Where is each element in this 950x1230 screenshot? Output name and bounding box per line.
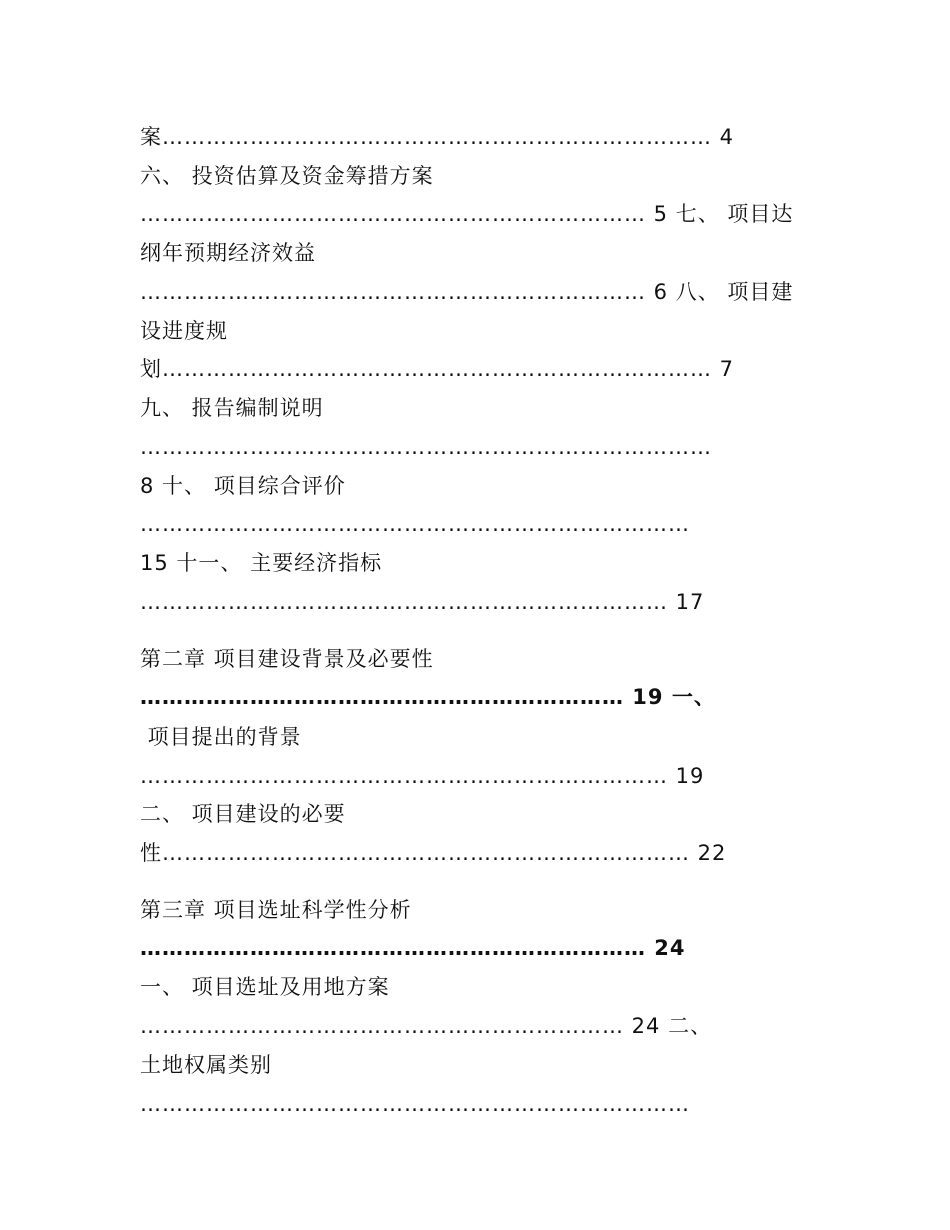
toc-line: 六、 投资估算及资金筹措方案 bbox=[140, 164, 434, 188]
toc-line: ……………………………………………………………… 19 bbox=[140, 764, 705, 788]
toc-line: 九、 报告编制说明 bbox=[140, 396, 324, 420]
toc-line: 一、 项目选址及用地方案 bbox=[140, 975, 390, 999]
toc-line: 二、 项目建设的必要 bbox=[140, 802, 346, 826]
toc-line: …………………………………………………………… 5 七、 项目达 bbox=[140, 202, 794, 226]
toc-line: 设进度规 bbox=[140, 319, 228, 343]
toc-line: ………………………………………………………………… bbox=[140, 1092, 690, 1116]
toc-line: ………………………………………………………… 19 一、 bbox=[140, 685, 716, 709]
toc-line: …………………………………………………………… 24 bbox=[140, 936, 686, 960]
toc-line: 纲年预期经济效益 bbox=[140, 241, 316, 265]
toc-line: 8 十、 项目综合评价 bbox=[140, 474, 346, 498]
toc-line: 划………………………………………………………………… 7 bbox=[140, 357, 735, 381]
toc-line: 案………………………………………………………………… 4 bbox=[140, 125, 735, 149]
toc-line: 性……………………………………………………………… 22 bbox=[140, 841, 727, 865]
toc-line: …………………………………………………………………… bbox=[140, 435, 712, 459]
toc-line: …………………………………………………………… 6 八、 项目建 bbox=[140, 280, 794, 304]
chapter-heading: 第二章 项目建设背景及必要性 bbox=[140, 647, 434, 671]
toc-line: ………………………………………………………… 24 二、 bbox=[140, 1014, 713, 1038]
toc-line: 项目提出的背景 bbox=[140, 725, 302, 749]
toc-line: ……………………………………………………………… 17 bbox=[140, 590, 705, 614]
toc-line: 土地权属类别 bbox=[140, 1053, 272, 1077]
toc-line: 15 十一、 主要经济指标 bbox=[140, 551, 383, 575]
toc-line: ………………………………………………………………… bbox=[140, 512, 690, 536]
chapter-heading: 第三章 项目选址科学性分析 bbox=[140, 898, 412, 922]
